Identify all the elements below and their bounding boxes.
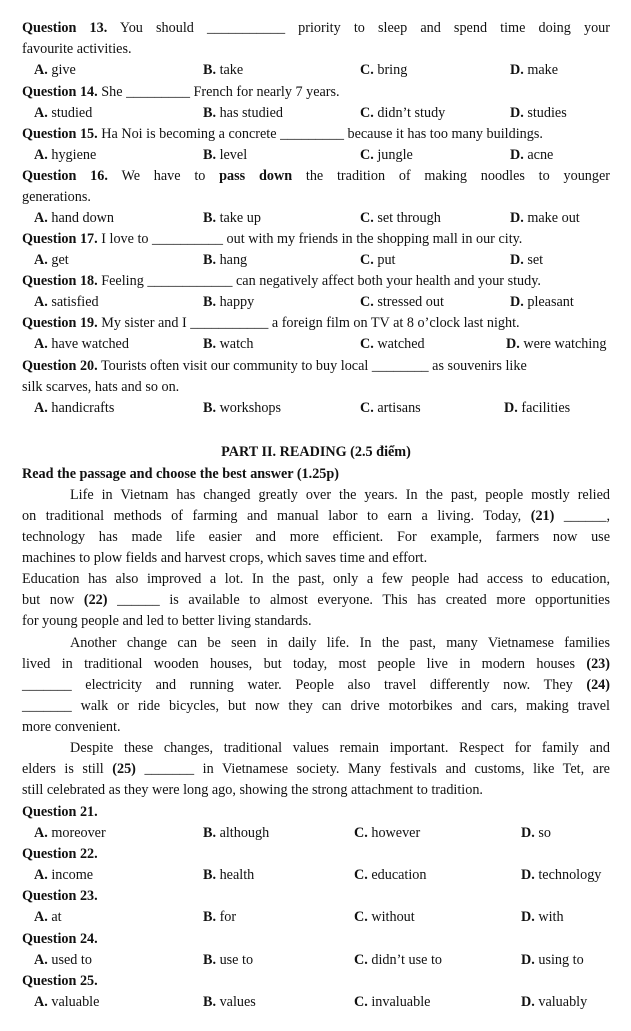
passage-line: _______ electricity and running water. People also travel differently now. They (24) <box>22 677 610 693</box>
option-b[interactable]: B. happy <box>203 294 255 310</box>
option-b[interactable]: B. for <box>203 909 237 925</box>
answer-blank: ___________ <box>207 20 286 36</box>
option-d[interactable]: D. set <box>510 252 544 268</box>
option-d[interactable]: D. were watching <box>506 336 607 352</box>
option-c[interactable]: C. stressed out <box>360 294 444 310</box>
question-19-stem <box>22 313 610 333</box>
option-b[interactable]: B. has studied <box>203 105 284 121</box>
option-c[interactable]: C. watched <box>360 336 425 352</box>
passage-line: Despite these changes, traditional values remain important. Respect for family and <box>70 740 610 756</box>
option-d[interactable]: D. acne <box>510 147 554 163</box>
highlighted-phrase: pass down <box>219 168 293 184</box>
option-b[interactable]: B. although <box>203 825 270 841</box>
question-20-stem <box>22 356 610 376</box>
option-d[interactable]: D. make <box>510 62 559 78</box>
blank-number: (23) <box>586 656 610 672</box>
blank-number: (25) <box>112 761 136 777</box>
blank-number: (24) <box>586 677 610 693</box>
passage-line: _______ walk or ride bicycles, but now they can drive motorbikes and cars, making travel <box>22 698 610 714</box>
option-c[interactable]: C. however <box>354 825 421 841</box>
question-13-stem <box>22 18 610 38</box>
option-a[interactable]: A. income <box>34 867 94 883</box>
question-label: Question 17. <box>22 231 98 247</box>
option-d[interactable]: D. facilities <box>504 400 571 416</box>
option-c[interactable]: C. set through <box>360 210 441 226</box>
passage-line: elders is still (25) _______ in Vietnamese society. Many festivals and customs, like Tet, are <box>22 761 610 777</box>
option-b[interactable]: B. watch <box>203 336 254 352</box>
option-a[interactable]: A. at <box>34 909 62 925</box>
option-c[interactable]: C. artisans <box>360 400 421 416</box>
option-c[interactable]: C. invaluable <box>354 994 431 1010</box>
section-heading: PART II. READING (2.5 điểm) <box>221 444 411 460</box>
question-label: Question 20. <box>22 358 98 374</box>
blank-number: (22) <box>83 592 108 608</box>
option-b[interactable]: B. use to <box>203 952 254 968</box>
question-text: Feeling ____________ can negatively affect both your health and your study. <box>97 273 541 289</box>
option-d[interactable]: D. with <box>521 909 564 925</box>
option-c[interactable]: C. jungle <box>360 147 413 163</box>
option-a[interactable]: A. studied <box>34 105 93 121</box>
question-text: My sister and I ___________ a foreign film on TV at 8 o’clock last night. <box>97 315 520 331</box>
question-label: Question 23. <box>22 888 98 904</box>
option-a[interactable]: A. hygiene <box>34 147 97 163</box>
passage-line: for young people and led to better living standards. <box>22 613 312 629</box>
question-18-stem <box>22 271 610 291</box>
question-text: I love to __________ out with my friends in the shopping mall in our city. <box>97 231 523 247</box>
option-a[interactable]: A. valuable <box>34 994 100 1010</box>
question-17-stem <box>22 229 610 249</box>
option-a[interactable]: A. give <box>34 62 76 78</box>
option-b[interactable]: B. take up <box>203 210 261 226</box>
question-label: Question 13. <box>22 20 108 36</box>
question-label: Question 14. <box>22 84 98 100</box>
option-d[interactable]: D. studies <box>510 105 567 121</box>
option-a[interactable]: A. satisfied <box>34 294 99 310</box>
question-text: We have to <box>107 168 220 184</box>
option-b[interactable]: B. hang <box>203 252 248 268</box>
option-a[interactable]: A. have watched <box>34 336 129 352</box>
question-text: priority to sleep and spend time doing your <box>285 20 610 36</box>
option-d[interactable]: D. pleasant <box>510 294 574 310</box>
option-a[interactable]: A. handicrafts <box>34 400 115 416</box>
option-a[interactable]: A. hand down <box>34 210 114 226</box>
question-14-stem <box>22 82 610 102</box>
passage-line: more convenient. <box>22 719 121 735</box>
question-label: Question 24. <box>22 931 98 947</box>
passage-line: still celebrated as they were long ago, showing the strong attachment to tradition. <box>22 782 483 798</box>
passage-line: Education has also improved a lot. In the past, only a few people had access to education, <box>22 571 610 587</box>
passage-line: but now (22) ______ is available to almost everyone. This has created more opportunities <box>22 592 610 608</box>
option-c[interactable]: C. bring <box>360 62 408 78</box>
option-d[interactable]: D. valuably <box>521 994 588 1010</box>
reading-instruction: Read the passage and choose the best answer (1.25p) <box>22 466 339 482</box>
option-c[interactable]: C. without <box>354 909 415 925</box>
passage-line: machines to plow fields and harvest crops, which saves time and effort. <box>22 550 428 566</box>
option-a[interactable]: A. used to <box>34 952 92 968</box>
passage-line: lived in traditional wooden houses, but today, most people live in modern houses (23) <box>22 656 610 672</box>
option-c[interactable]: C. education <box>354 867 427 883</box>
option-d[interactable]: D. so <box>521 825 551 841</box>
option-d[interactable]: D. technology <box>521 867 602 883</box>
question-15-stem <box>22 124 610 144</box>
question-text: You should <box>107 20 207 36</box>
option-d[interactable]: D. using to <box>521 952 584 968</box>
option-c[interactable]: C. put <box>360 252 396 268</box>
option-b[interactable]: B. take <box>203 62 244 78</box>
question-16-stem-cont: generations. <box>22 189 91 205</box>
question-16-stem <box>22 166 610 186</box>
option-c[interactable]: C. didn’t use to <box>354 952 443 968</box>
question-label: Question 21. <box>22 804 98 820</box>
passage-line: technology has made life easier and more efficient. For example, farmers now use <box>22 529 610 545</box>
passage-line: on traditional methods of farming and manual labor to earn a living. Today, (21) ______, <box>22 508 611 524</box>
option-a[interactable]: A. get <box>34 252 69 268</box>
option-b[interactable]: B. values <box>203 994 256 1010</box>
question-20-stem-cont: silk scarves, hats and so on. <box>22 379 180 395</box>
option-b[interactable]: B. health <box>203 867 255 883</box>
question-label: Question 25. <box>22 973 98 989</box>
question-13-stem-cont: favourite activities. <box>22 41 132 57</box>
option-d[interactable]: D. make out <box>510 210 580 226</box>
question-label: Question 15. <box>22 126 98 142</box>
question-text: She _________ French for nearly 7 years. <box>97 84 340 100</box>
question-text: Ha Noi is becoming a concrete _________ because it has too many buildings. <box>97 126 543 142</box>
option-b[interactable]: B. workshops <box>203 400 282 416</box>
passage-line: Another change can be seen in daily life. In the past, many Vietnamese families <box>70 635 610 651</box>
question-label: Question 19. <box>22 315 98 331</box>
option-c[interactable]: C. didn’t study <box>360 105 446 121</box>
question-text: the tradition of making noodles to younger <box>292 168 610 184</box>
option-b[interactable]: B. level <box>203 147 248 163</box>
blank-number: (21) <box>530 508 555 524</box>
question-text: Tourists often visit our community to buy local ________ as souvenirs like <box>97 358 527 374</box>
option-a[interactable]: A. moreover <box>34 825 106 841</box>
question-label: Question 16. <box>22 168 108 184</box>
question-label: Question 22. <box>22 846 98 862</box>
question-label: Question 18. <box>22 273 98 289</box>
passage-line: Life in Vietnam has changed greatly over the years. In the past, people mostly relied <box>70 487 610 503</box>
